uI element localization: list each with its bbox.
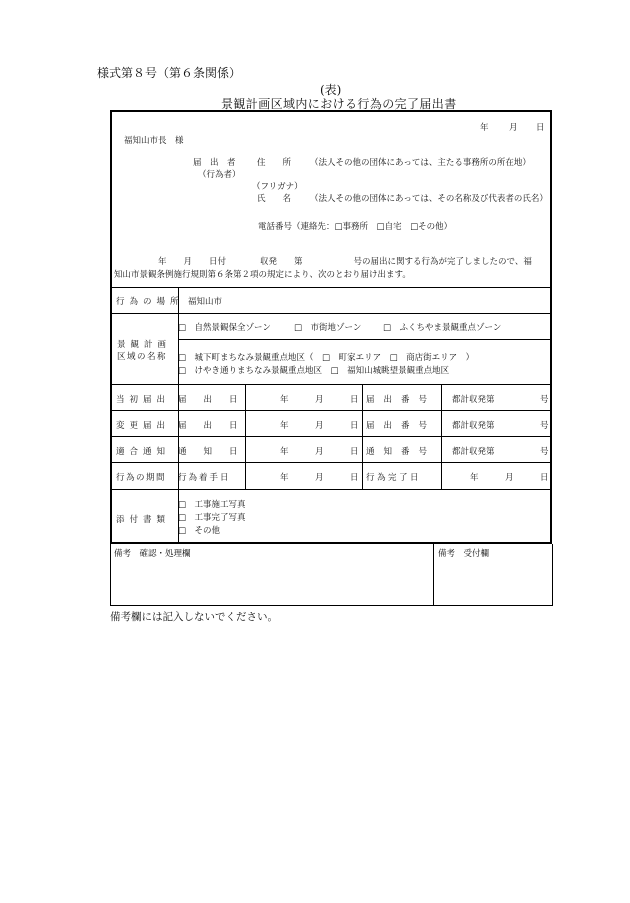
zone-option-castletown[interactable]: □ 城下町まちなみ景観重点地区（ □ 町家エリア □ 商店街エリア ） [178, 353, 475, 363]
name-label: 氏 名 [257, 194, 292, 204]
phone-line: 電話番号（連絡先：□事務所 □自宅 □その他） [258, 222, 453, 232]
zone-option-urban[interactable]: □ 市街地ゾーン [294, 323, 362, 333]
conform-label: 適合通知 [116, 447, 171, 457]
initial-go: 号 [540, 395, 549, 405]
start-date-label: 行為着手日 [178, 473, 231, 483]
end-year: 年 [470, 473, 479, 483]
change-date-label: 届 出 日 [178, 421, 238, 431]
initial-date-label: 届 出 日 [178, 395, 238, 405]
conform-shukeihatsu: 都計収発第 [452, 447, 495, 457]
addressee: 福知山市長 様 [124, 136, 184, 146]
date-day: 日 [536, 123, 545, 133]
koisha-label: （行為者） [198, 170, 241, 180]
change-label: 変更届出 [116, 421, 171, 431]
change-shukeihatsu: 都計収発第 [452, 421, 495, 431]
change-year: 年 [280, 421, 289, 431]
attach-completion-photo[interactable]: □ 工事完了写真 [178, 513, 246, 523]
zone-option-fukuchiyama[interactable]: □ ふくちやま景観重点ゾーン [383, 323, 502, 333]
change-number-label: 届出番号 [366, 421, 437, 431]
conform-number-label: 通知番号 [366, 447, 437, 457]
change-month: 月 [315, 421, 324, 431]
change-go: 号 [540, 421, 549, 431]
footer-note: 備考欄には記入しないでください。 [110, 611, 278, 623]
location-value: 福知山市 [188, 297, 223, 307]
start-day: 日 [350, 473, 359, 483]
conform-month: 月 [315, 447, 324, 457]
address-note: （法人その他の団体にあっては、主たる事務所の所在地） [310, 158, 531, 168]
name-note: （法人その他の団体にあっては、その名称及び代表者の氏名） [310, 194, 548, 204]
attach-construction-photo[interactable]: □ 工事施工写真 [178, 500, 246, 510]
todokede-sha-label: 届 出 者 [193, 158, 236, 168]
date-month: 月 [509, 123, 518, 133]
conform-date-label: 通 知 日 [178, 447, 238, 457]
zone-label-1: 景観計画 [117, 340, 172, 350]
date-year: 年 [480, 123, 489, 133]
end-month: 月 [505, 473, 514, 483]
body-text-line1: 年 月 日付 収発 第 号の届出に関する行為が完了しましたので、福 [158, 257, 532, 267]
furigana-label: （フリガナ） [252, 182, 303, 192]
conform-go: 号 [540, 447, 549, 457]
location-label: 行為の場所 [116, 297, 184, 307]
remarks-left-label: 備考 確認・処理欄 [114, 549, 191, 559]
form-title: 景観計画区域内における行為の完了届出書 [221, 97, 457, 111]
omote-label: (表) [320, 83, 342, 97]
end-day: 日 [540, 473, 549, 483]
initial-shukeihatsu: 都計収発第 [452, 395, 495, 405]
body-text-line2: 知山市景観条例施行規則第６条第２項の規定により、次のとおり届け出ます。 [114, 270, 411, 280]
address-label: 住 所 [257, 158, 292, 168]
initial-number-label: 届出番号 [366, 395, 437, 405]
zone-label-2: 区域の名称 [117, 352, 168, 362]
attach-label: 添付書類 [116, 515, 171, 525]
initial-label: 当初届出 [116, 395, 171, 405]
form-number: 様式第８号（第６条関係） [97, 66, 242, 80]
conform-day: 日 [350, 447, 359, 457]
zone-option-natural[interactable]: □ 自然景観保全ゾーン [178, 323, 271, 333]
initial-day: 日 [350, 395, 359, 405]
remarks-section [110, 544, 553, 606]
initial-year: 年 [280, 395, 289, 405]
change-day: 日 [350, 421, 359, 431]
conform-year: 年 [280, 447, 289, 457]
start-year: 年 [280, 473, 289, 483]
start-month: 月 [315, 473, 324, 483]
form-main-table [110, 110, 552, 544]
end-date-label: 行為完了日 [366, 473, 422, 483]
initial-month: 月 [315, 395, 324, 405]
zone-option-keyaki[interactable]: □ けやき通りまちなみ景観重点地区 □ 福知山城眺望景観重点地区 [178, 366, 450, 376]
attach-other[interactable]: □ その他 [178, 526, 221, 536]
period-label: 行為の期間 [116, 473, 167, 483]
remarks-right-label: 備考 受付欄 [438, 549, 490, 559]
